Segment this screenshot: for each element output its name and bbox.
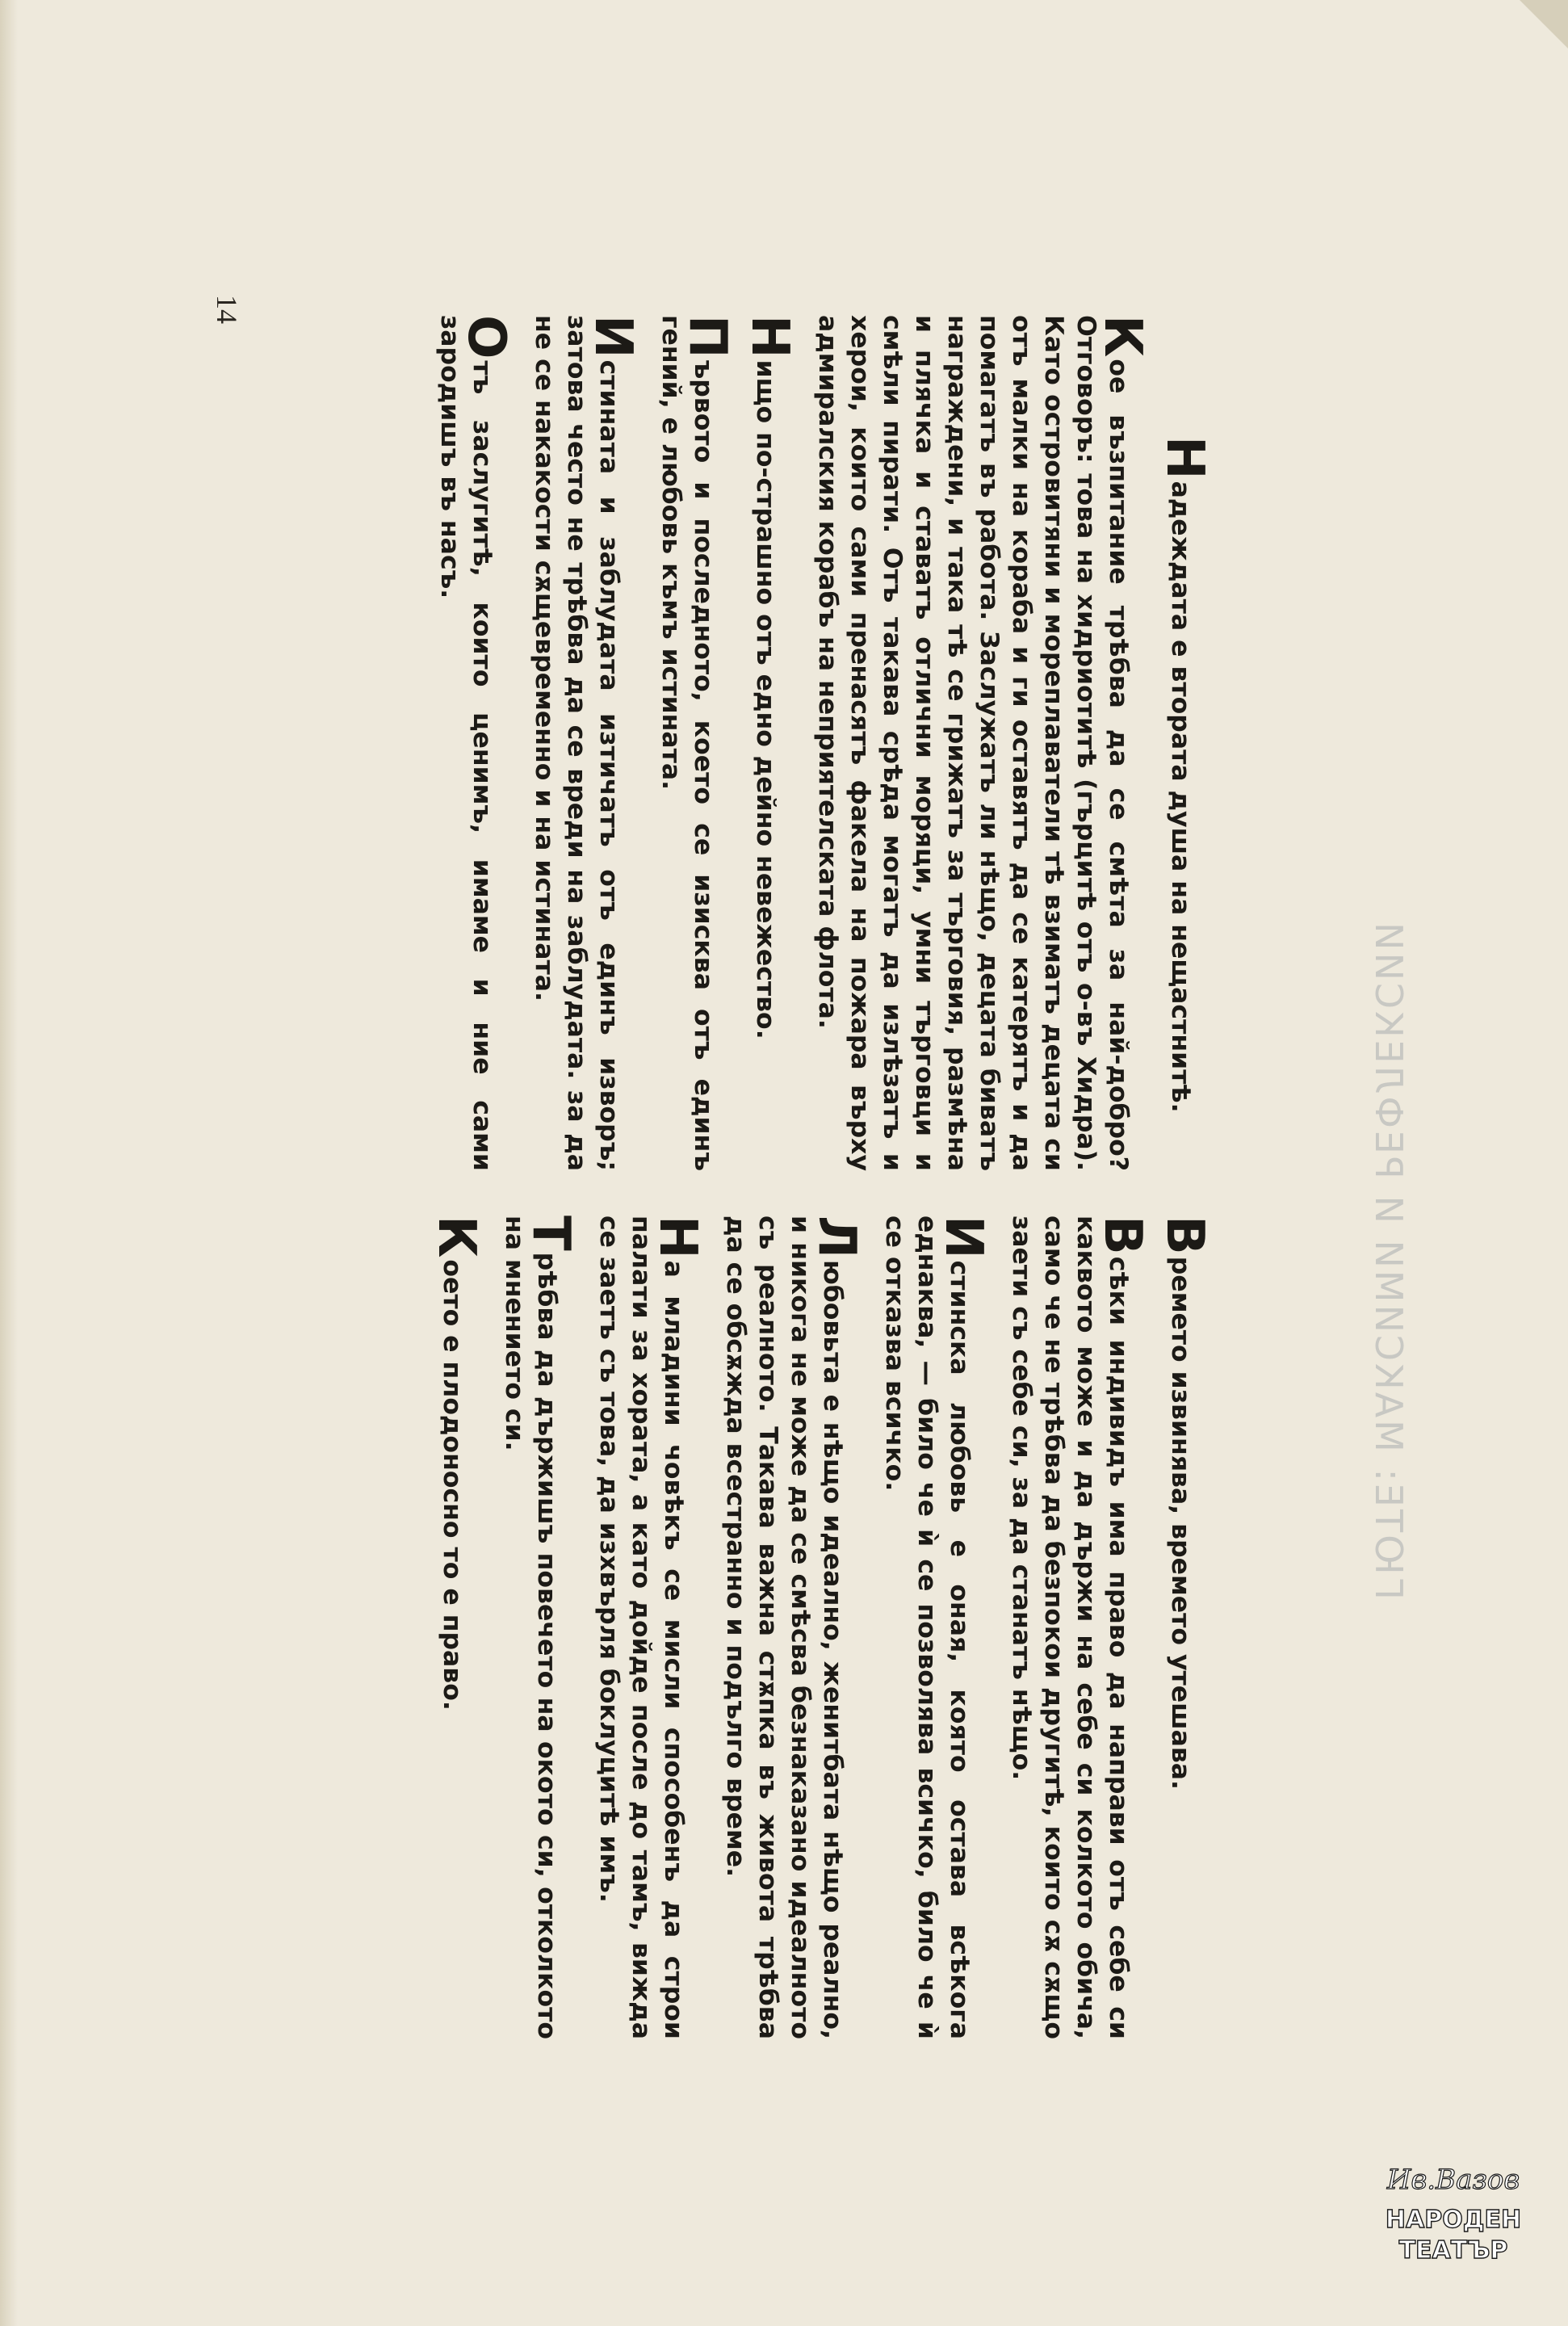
drop-initial: Т bbox=[521, 1215, 581, 1251]
aphorism-text: оето е плодоносно то е право. bbox=[438, 1259, 467, 1711]
drop-initial: О bbox=[456, 315, 516, 359]
aphorism bbox=[719, 1215, 866, 2039]
drop-initial: В bbox=[1155, 1215, 1214, 1255]
drop-initial: Л bbox=[807, 1215, 866, 1259]
aphorism-text: ървото и последното, което се изисква отъ единъ гений, е любовь къмъ истината. bbox=[656, 315, 718, 1171]
aphorism-text: юбовьта е нѣщо идеално, женитбата нѣщо реално, и никога не може да се смѣсва безнаказано идеалното съ реалното. Такава важна стѫпка въ живота трѣбва да се обсѫжда всестранно и подълго време. bbox=[721, 1215, 847, 2039]
aphorism bbox=[1155, 315, 1214, 1171]
aphorism-text: сѣки индивидъ има право да направи отъ себе си каквото може и да държи на себе си колкото обича, само че не трѣбва да безпокои другитѣ, които сѫ сѫщо заети съ себе си, за да станатъ нѣщо. bbox=[1007, 1215, 1133, 2039]
stamp-line-1: НАРОДЕН bbox=[1385, 2206, 1522, 2234]
drop-initial: И bbox=[583, 315, 643, 359]
aphorism-text: рѣбва да държишъ повечето на окото си, отколкото на мнението си. bbox=[500, 1215, 561, 2039]
aphorism bbox=[426, 1215, 486, 2039]
drop-initial: П bbox=[677, 315, 737, 359]
aphorism bbox=[528, 315, 643, 1171]
bleed-through-header: ГЮТЕ: МАКСИМИ И РЕФЛЕКСИИ bbox=[1367, 920, 1411, 1600]
aphorism bbox=[655, 315, 737, 1171]
aphorism bbox=[811, 315, 1152, 1171]
theatre-stamp-logo bbox=[1385, 2156, 1522, 2278]
aphorism bbox=[593, 1215, 707, 2039]
drop-initial: К bbox=[1092, 315, 1152, 358]
aphorism-text: ое възпитание трѣбва да се смѣта за най-добро? Отговоръ: това на хидриотитѣ (гърцитѣ отъ о-въ Хидра). Като островитяни и мореплаватели тѣ взиматъ децата си отъ малки на кораба и ги оставятъ да се катерятъ и да помагатъ въ работа. Заслужатъ ли нѣщо, децата биватъ награждени, и така тѣ се грижатъ за търговия, размѣна и плячка и ставатъ отлични моряци, умни търговци и смѣли пирати. Отъ такава срѣда могатъ да излѣзатъ и херои, които сами пренасятъ факела на пожара върху адмиралския корабъ на неприятелската флота. bbox=[813, 315, 1133, 1171]
aphorism-text: стинска любовь е оная, която остава всѣкога еднаква, — било че ѝ се позволява всичко, било че ѝ се отказва всичко. bbox=[880, 1215, 974, 2039]
aphorism-text: адеждата е втората душа на нещастнитѣ. bbox=[1166, 481, 1195, 1113]
left-column bbox=[408, 315, 1214, 1171]
stamp-line-2: ТЕАТЪР bbox=[1398, 2236, 1508, 2265]
aphorism bbox=[498, 1215, 581, 2039]
drop-initial: Н bbox=[740, 315, 799, 359]
aphorism bbox=[878, 1215, 993, 2039]
stamp-signature: Ив.Вазов bbox=[1386, 2164, 1520, 2196]
aphorism-text: ремето извинява, времето утешава. bbox=[1166, 1256, 1195, 1791]
aphorism bbox=[740, 315, 799, 1171]
drop-initial: Н bbox=[648, 1215, 707, 1259]
drop-initial: К bbox=[426, 1215, 486, 1258]
drop-initial: И bbox=[933, 1215, 993, 1259]
page-number: 14 bbox=[211, 295, 243, 324]
aphorism-text: ищо по-страшно отъ едно дейно невежество. bbox=[751, 359, 780, 1039]
aphorism-text: а младини човѣкъ се мисли способенъ да строи палати за хората, а като дойде после до тамъ, вижда се заетъ съ това, да изхвърля боклуцитѣ имъ. bbox=[594, 1215, 688, 2039]
aphorism bbox=[434, 315, 516, 1171]
aphorism-text: стината и заблудата изтичатъ отъ единъ изворъ; затова често не трѣбва да се вреди на заблудата. за да не се накакости сѫщевременно и на истината. bbox=[530, 315, 623, 1171]
aphorism bbox=[1155, 1215, 1214, 2039]
right-column bbox=[410, 1215, 1214, 2039]
drop-initial: В bbox=[1092, 1215, 1152, 1255]
drop-initial: Н bbox=[1155, 436, 1214, 480]
aphorism-text: тъ заслугитѣ, които ценимъ, имаме и ние сами зародишъ въ насъ. bbox=[435, 315, 497, 1171]
aphorism bbox=[1005, 1215, 1152, 2039]
